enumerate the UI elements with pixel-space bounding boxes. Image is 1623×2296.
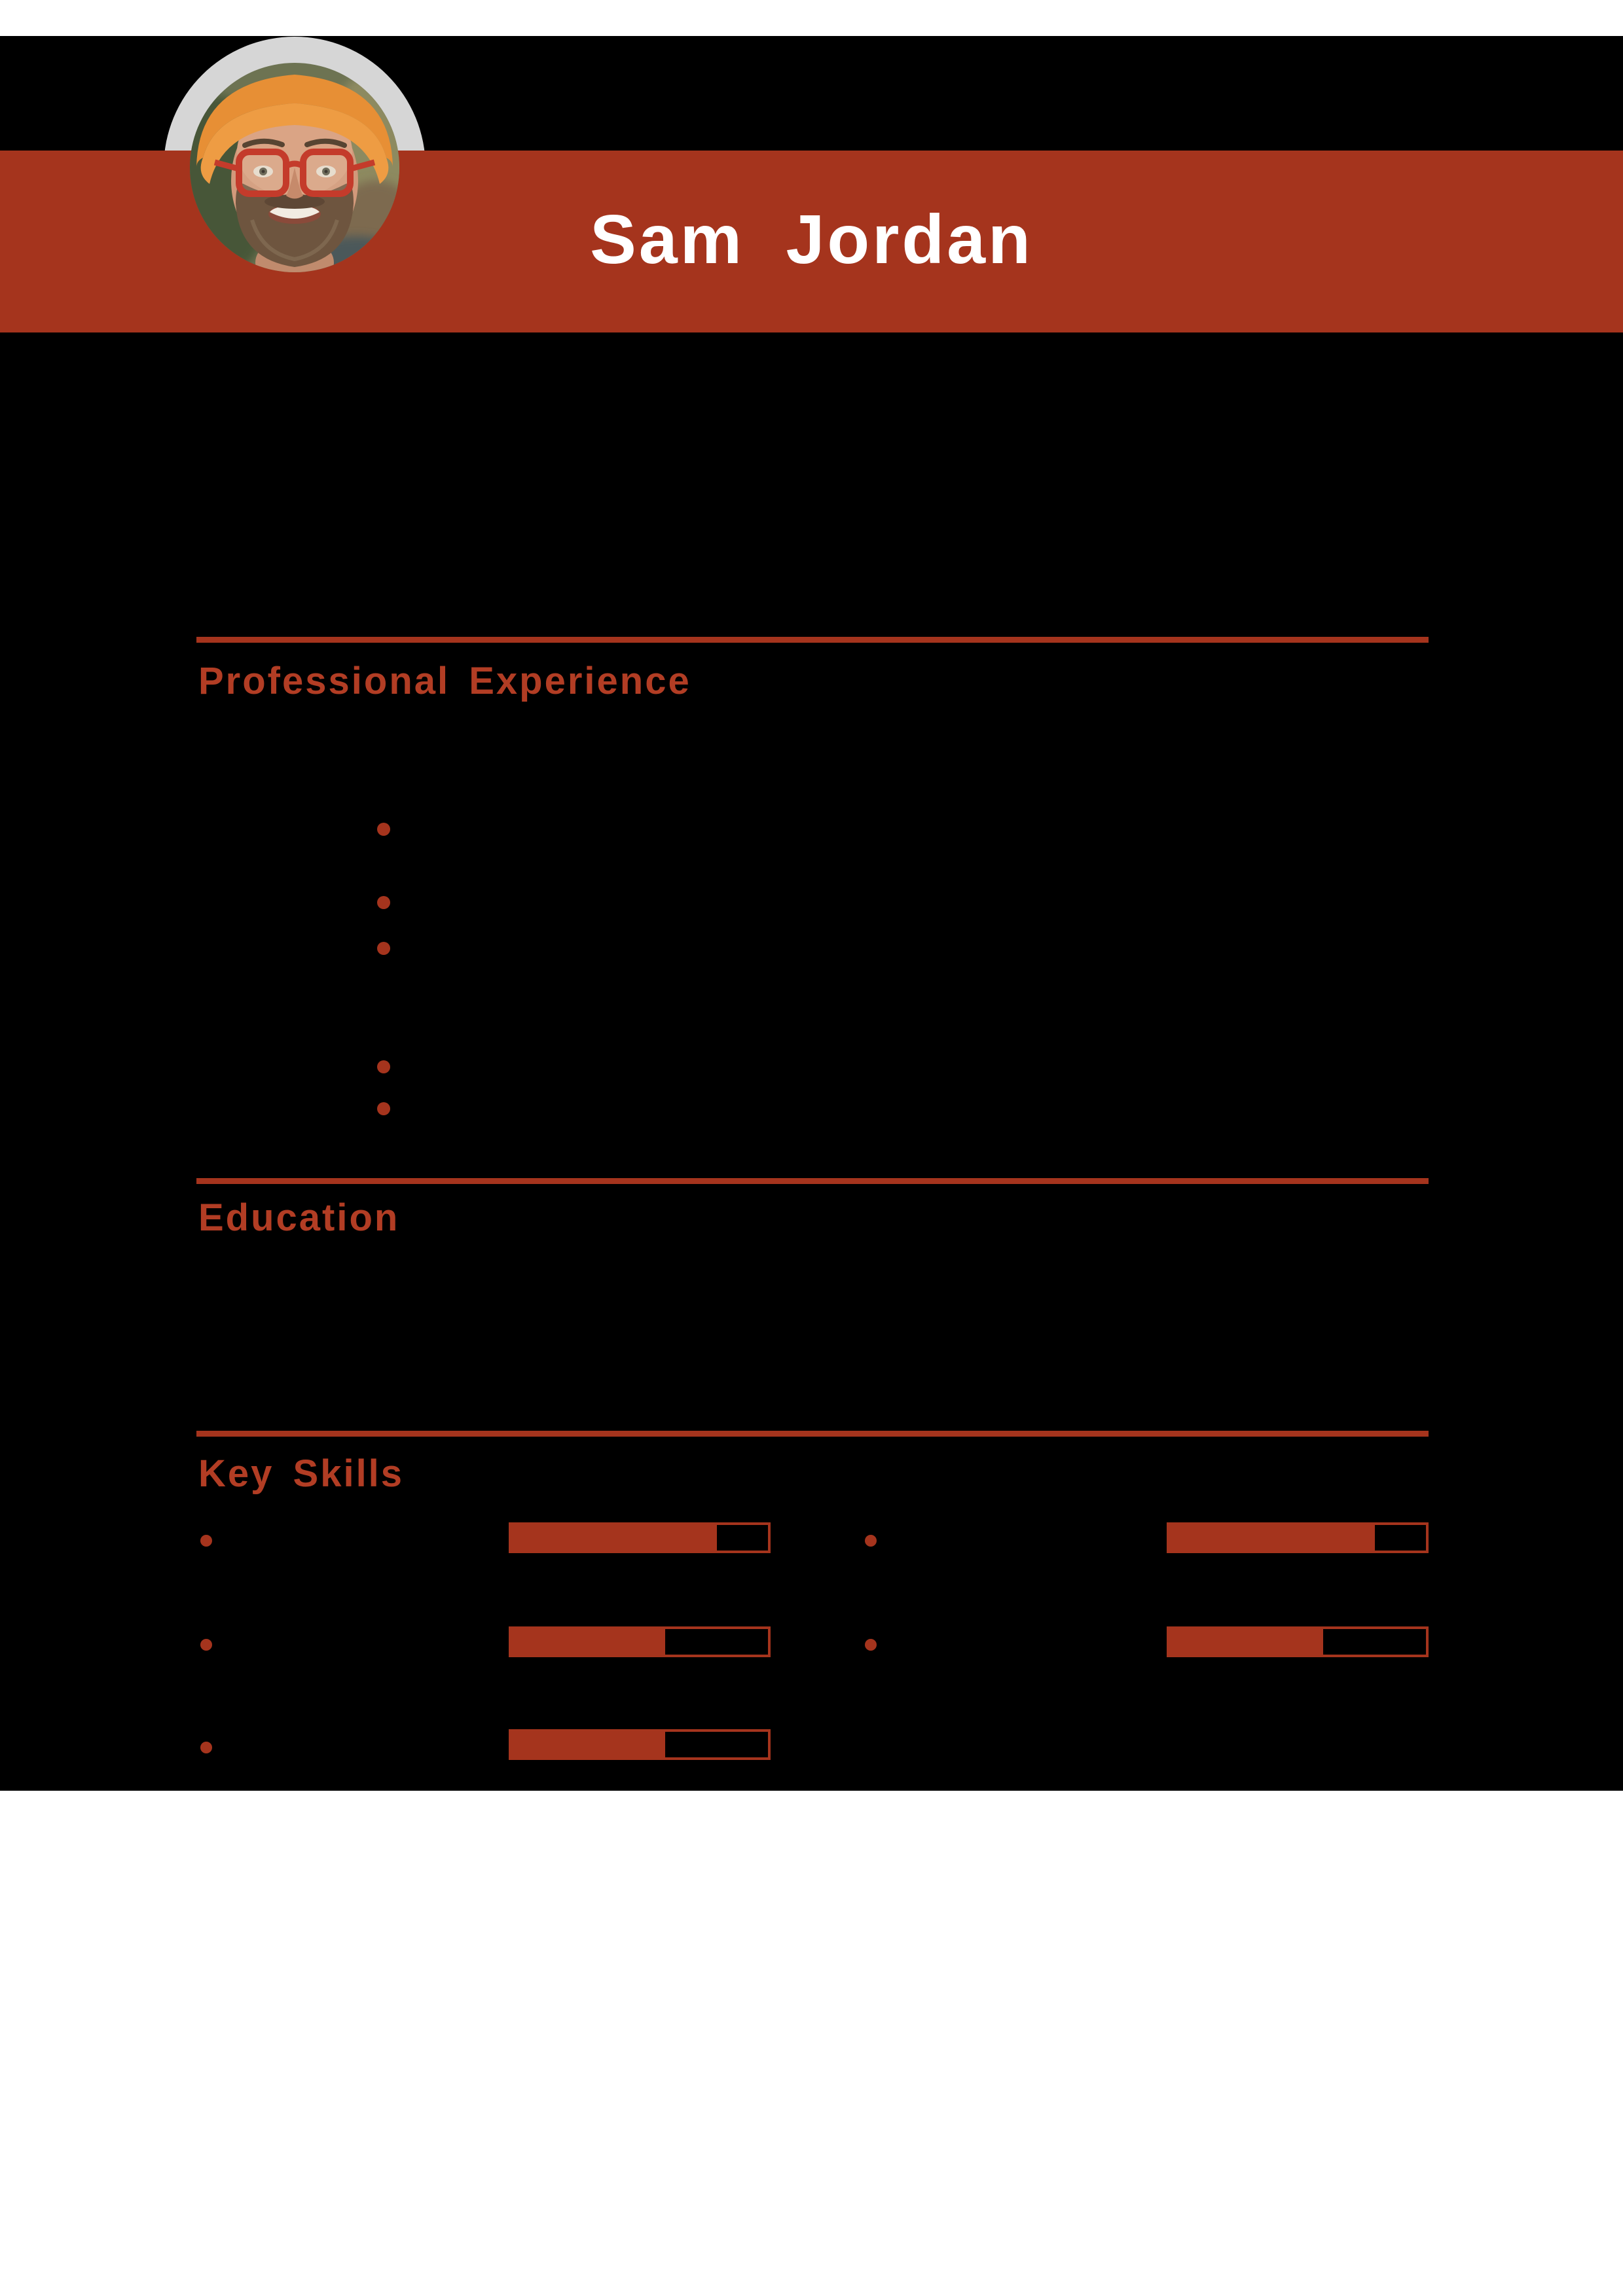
skill-progress-fill xyxy=(511,1732,665,1757)
section-divider-education xyxy=(196,1178,1429,1184)
list-bullet-icon xyxy=(200,1742,212,1753)
list-bullet-icon xyxy=(200,1639,212,1651)
avatar-photo-illustration xyxy=(190,63,399,272)
skill-progress-bar xyxy=(1167,1626,1429,1657)
section-divider-experience xyxy=(196,637,1429,643)
skill-progress-fill xyxy=(1169,1629,1323,1655)
page-title: Sam Jordan xyxy=(590,201,1033,278)
skill-progress-bar xyxy=(509,1729,771,1760)
section-heading-experience: Professional Experience xyxy=(198,660,691,702)
list-bullet-icon xyxy=(377,1060,390,1073)
skill-progress-fill xyxy=(1169,1525,1375,1551)
list-bullet-icon xyxy=(377,1102,390,1115)
list-bullet-icon xyxy=(377,823,390,836)
list-bullet-icon xyxy=(377,942,390,955)
skill-progress-bar xyxy=(509,1626,771,1657)
skill-progress-bar xyxy=(1167,1522,1429,1553)
avatar xyxy=(190,63,399,272)
list-bullet-icon xyxy=(200,1535,212,1547)
section-heading-education: Education xyxy=(198,1196,400,1239)
section-divider-skills xyxy=(196,1431,1429,1437)
list-bullet-icon xyxy=(865,1535,877,1547)
section-heading-skills: Key Skills xyxy=(198,1452,405,1495)
list-bullet-icon xyxy=(377,896,390,909)
skill-progress-fill xyxy=(511,1629,665,1655)
list-bullet-icon xyxy=(865,1639,877,1651)
skill-progress-bar xyxy=(509,1522,771,1553)
skill-progress-fill xyxy=(511,1525,717,1551)
